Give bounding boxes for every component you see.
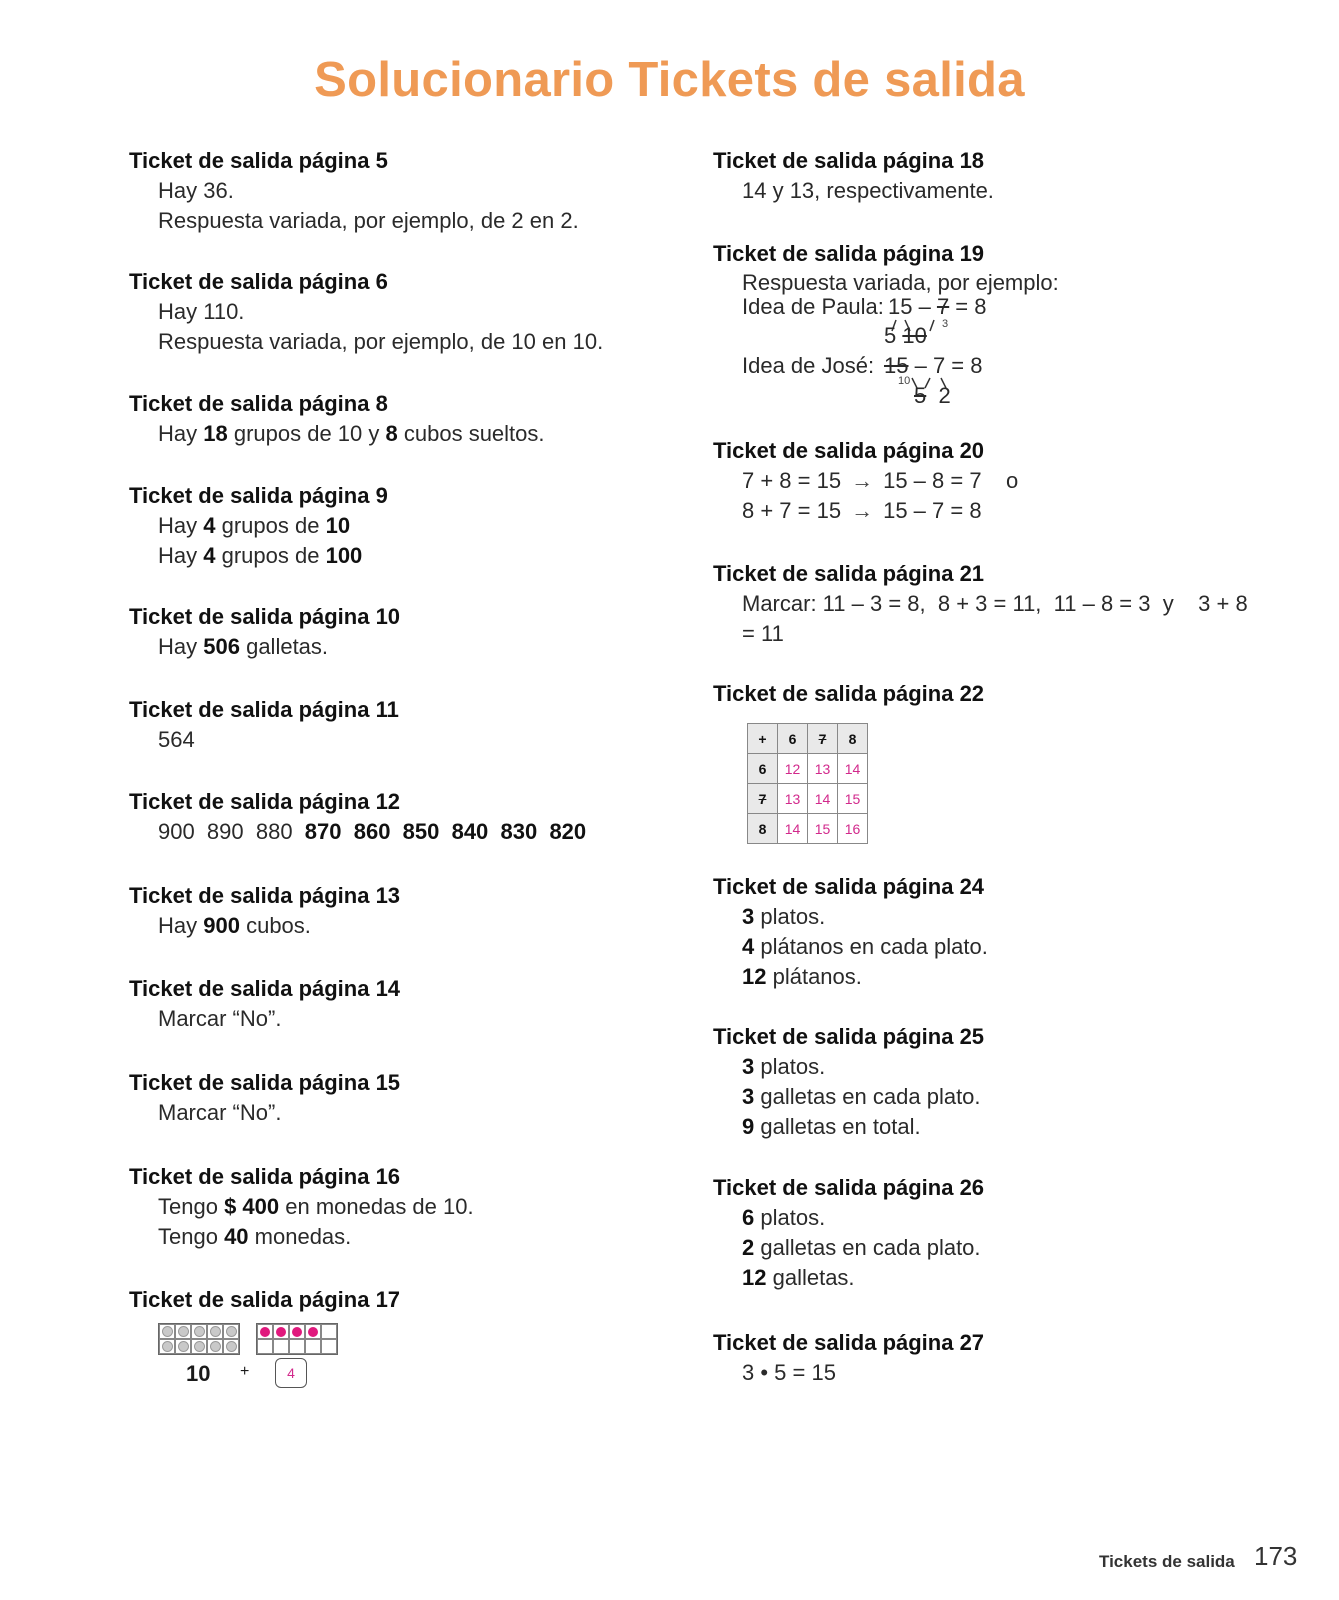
row-header: 7 [748,784,778,814]
section-title: Ticket de salida página 6 [129,269,388,294]
frame-cell [273,1339,289,1354]
addition-table [747,723,868,844]
frame-cell [175,1324,191,1339]
section-title: Ticket de salida página 13 [129,883,401,908]
paula-decomposition: 5 10 [884,323,927,348]
answer-line: 3 platos. [742,904,826,929]
section-title: Ticket de salida página 22 [713,681,985,706]
answer-line: Hay 4 grupos de 10 [158,513,351,538]
section-title: Ticket de salida página 25 [713,1024,985,1049]
row-header: 8 [748,814,778,844]
section-title: Ticket de salida página 8 [129,391,388,416]
ten-value: 10 [186,1361,211,1386]
grey-counter [210,1341,221,1352]
frame-cell [175,1339,191,1354]
table-row [748,814,868,844]
frame-cell [289,1324,305,1339]
footer-label: Tickets de salida [1099,1552,1235,1571]
answer-line: 14 y 13, respectivamente. [742,178,994,203]
answer-line: 8 + 7 = 15 → 15 – 7 = 8 [713,496,1313,526]
section-title: Ticket de salida página 18 [713,148,985,173]
table-row [748,754,868,784]
ticket-section-p16 [129,1162,689,1252]
answer-line: Respuesta variada, por ejemplo, de 2 en 2. [158,208,579,233]
paula-label: Idea de Paula: [742,294,884,319]
jose-equation: 15 – 7 = 8 [884,353,983,378]
answer-line: 6 platos. [742,1205,826,1230]
ticket-section-p27 [713,1328,1313,1388]
answer-line: Hay 506 galletas. [158,634,329,659]
answer-line: Hay 4 grupos de 100 [158,543,363,568]
frame-cell [191,1339,207,1354]
table-cell: 12 [778,754,808,784]
section-title: Ticket de salida página 24 [713,874,985,899]
answer-line: Hay 900 cubos. [158,913,311,938]
table-cell: 16 [838,814,868,844]
ticket-section-p5 [129,146,689,236]
column-header: 8 [838,724,868,754]
answer-line: Marcar “No”. [158,1100,282,1125]
answer-line: Respuesta variada, por ejemplo: [742,270,1059,295]
answer-line: 900 890 880 870 860 850 840 830 820 [158,819,587,844]
section-title: Ticket de salida página 19 [713,241,985,266]
grey-counter [210,1326,221,1337]
answer-line: 7 + 8 = 15 → 15 – 8 = 7 o [713,466,1313,496]
ticket-section-p9 [129,481,689,571]
answer-box: 4 [275,1358,307,1388]
ticket-section-p18 [713,146,1313,206]
answer-line: 9 galletas en total. [742,1114,921,1139]
table-cell: 13 [808,754,838,784]
section-title: Ticket de salida página 20 [713,438,985,463]
ticket-section-p26 [713,1173,1313,1293]
answer-line: Tengo 40 monedas. [158,1224,352,1249]
ticket-section-p12 [129,787,689,847]
arrow-icon: → [851,498,874,523]
section-title: Ticket de salida página 5 [129,148,388,173]
ticket-section-p14 [129,974,689,1034]
section-title: Ticket de salida página 9 [129,483,388,508]
section-title: Ticket de salida página 21 [713,561,985,586]
grey-counter [162,1326,173,1337]
jose-label: Idea de José: [742,353,875,378]
ticket-section-p17 [129,1285,689,1405]
section-title: Ticket de salida página 15 [129,1070,401,1095]
table-row [748,784,868,814]
table-cell: 15 [838,784,868,814]
frame-cell [289,1339,305,1354]
pink-counter [276,1327,286,1337]
frame-cell [305,1324,321,1339]
answer-line: Hay 18 grupos de 10 y 8 cubos sueltos. [158,421,545,446]
arrow-icon: → [851,468,874,493]
grey-counter [194,1326,205,1337]
pink-counter [260,1327,270,1337]
frame-cell [257,1339,273,1354]
answer-line: 564 [158,727,195,752]
ticket-section-p10 [129,602,689,662]
ticket-section-p6 [129,267,689,357]
ten-frame-full [158,1323,240,1355]
section-title: Ticket de salida página 14 [129,976,401,1001]
grey-counter [178,1341,189,1352]
ticket-section-p15 [129,1068,689,1128]
frame-cell [207,1339,223,1354]
answer-line: Marcar “No”. [158,1006,282,1031]
answer-line: Hay 36. [158,178,234,203]
ten-frame-partial [256,1323,338,1355]
answer-line: 12 plátanos. [742,964,862,989]
section-title: Ticket de salida página 27 [713,1330,985,1355]
answer-line: 3 • 5 = 15 [742,1360,836,1385]
grey-counter [226,1326,237,1337]
frame-cell [207,1324,223,1339]
column-header: 7 [808,724,838,754]
grey-counter [178,1326,189,1337]
section-title: Ticket de salida página 12 [129,789,401,814]
ticket-section-p13 [129,881,689,941]
answer-line: 4 plátanos en cada plato. [742,934,988,959]
paula-equation: 15 – 7 = 8 [888,294,987,319]
ticket-section-p21 [713,559,1313,649]
page-title: Solucionario Tickets de salida [314,53,1025,107]
answer-line: Respuesta variada, por ejemplo, de 10 en 10. [158,329,604,354]
ticket-section-p11 [129,695,689,755]
page-number: 173 [1254,1541,1298,1571]
paula-small-digit: 3 [942,318,949,330]
ticket-section-p24 [713,872,1313,992]
frame-cell [191,1324,207,1339]
answer-line: 3 galletas en cada plato. [742,1084,981,1109]
pink-counter [308,1327,318,1337]
plus-sign: + [240,1363,250,1380]
answer-line: 12 galletas. [742,1265,855,1290]
frame-cell [273,1324,289,1339]
table-cell: 14 [808,784,838,814]
frame-cell [321,1339,337,1354]
answer-line: Marcar: 11 – 3 = 8, 8 + 3 = 11, 11 – 8 = 3 y 3 + 8 [742,591,1248,616]
ticket-section-p20 [713,436,1313,526]
frame-cell [305,1339,321,1354]
jose-small-digit: 10 [898,375,911,387]
section-title: Ticket de salida página 11 [129,697,399,722]
ticket-section-p22 [713,679,1313,859]
table-cell: 15 [808,814,838,844]
table-cell: 14 [838,754,868,784]
grey-counter [194,1341,205,1352]
section-title: Ticket de salida página 26 [713,1175,985,1200]
jose-decomposition: 5 2 [914,383,951,408]
ticket-section-p8 [129,389,689,449]
section-title: Ticket de salida página 10 [129,604,401,629]
answer-line: = 11 [742,621,784,646]
table-cell: 13 [778,784,808,814]
answer-line: 2 galletas en cada plato. [742,1235,981,1260]
frame-cell [159,1324,175,1339]
frame-cell [223,1324,239,1339]
answer-line: Hay 110. [158,299,245,324]
ticket-section-p25 [713,1022,1313,1142]
answer-line: Tengo $ 400 en monedas de 10. [158,1194,474,1219]
table-cell: 14 [778,814,808,844]
frame-cell [321,1324,337,1339]
grey-counter [226,1341,237,1352]
pink-counter [292,1327,302,1337]
frame-cell [257,1324,273,1339]
frame-cell [223,1339,239,1354]
column-header: 6 [778,724,808,754]
frame-cell [159,1339,175,1354]
grey-counter [162,1341,173,1352]
answer-line: 3 platos. [742,1054,826,1079]
row-header: 6 [748,754,778,784]
section-title: Ticket de salida página 17 [129,1287,401,1312]
table-corner: + [748,724,778,754]
section-title: Ticket de salida página 16 [129,1164,401,1189]
ticket-section-p19 [713,239,1313,409]
